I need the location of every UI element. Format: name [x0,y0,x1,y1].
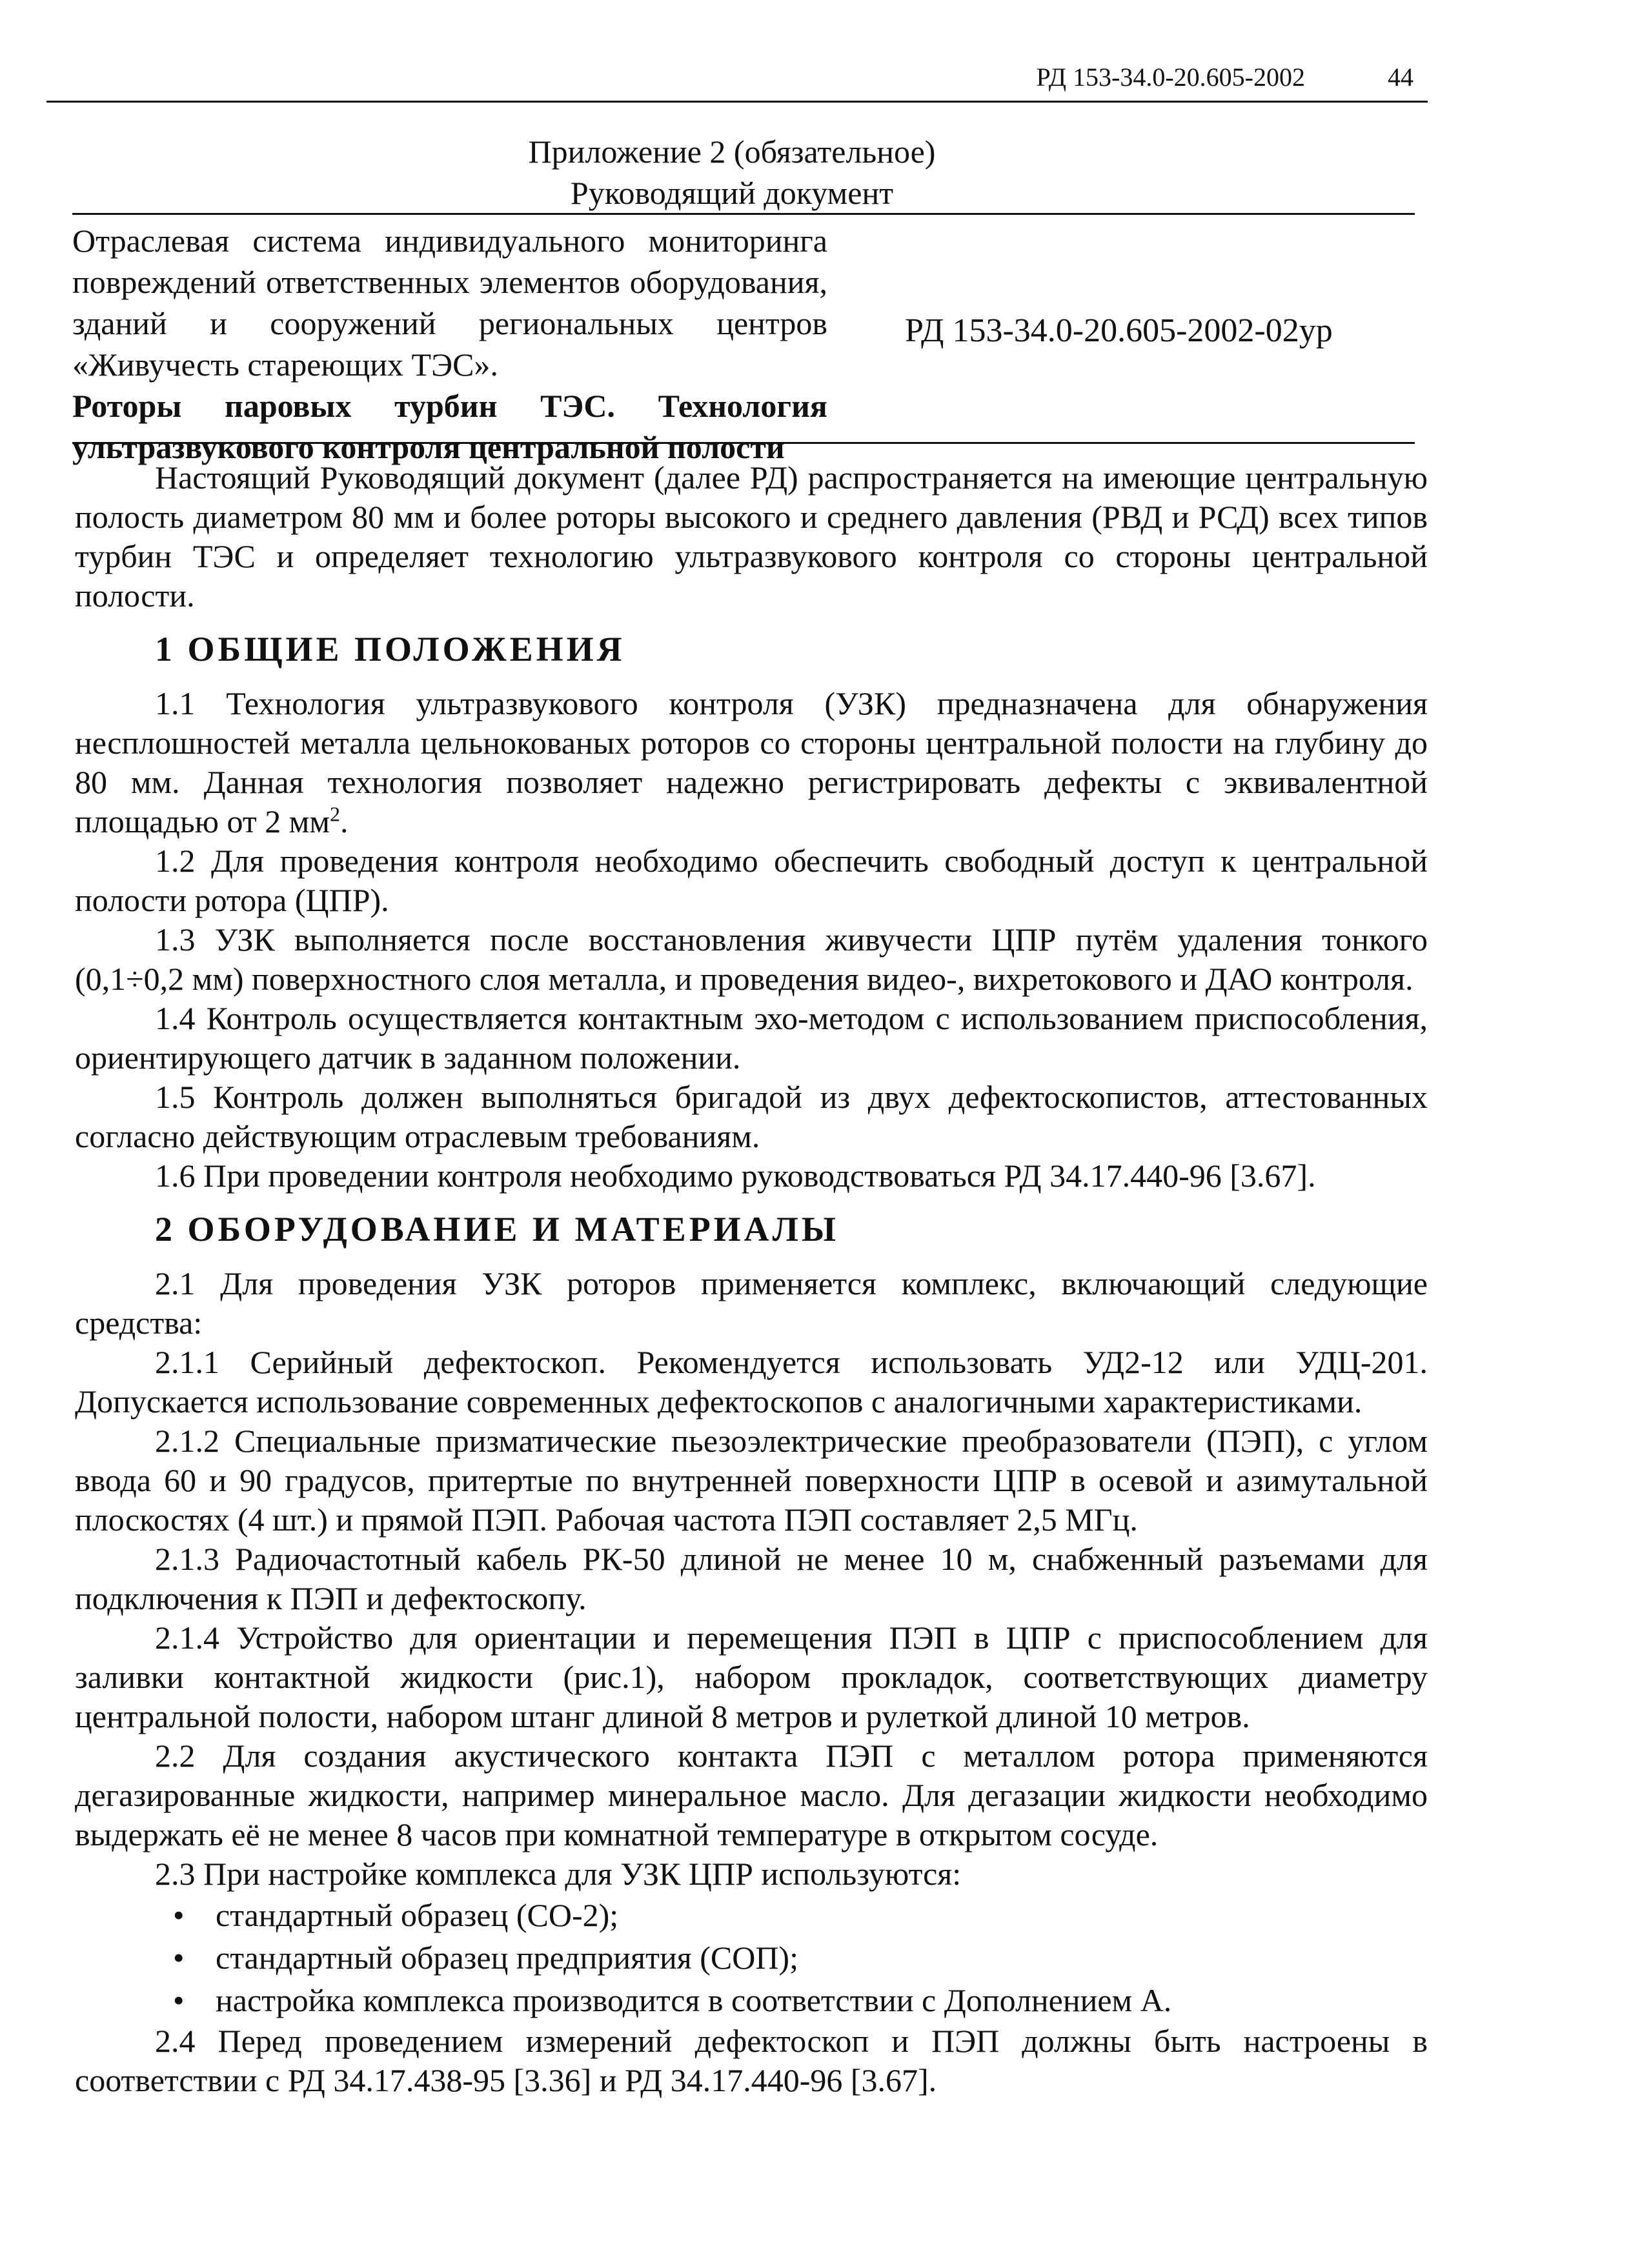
paragraph-1-4: 1.4 Контроль осуществляется контактным эхо-методом с использованием приспособления, ориентирующего датчик в заданном положении. [75,1000,1428,1076]
superscript: 2 [329,802,340,826]
bullet-icon: • [173,1897,185,1933]
section-heading-1: 1 ОБЩИЕ ПОЛОЖЕНИЯ [155,630,625,668]
document-body [75,458,1428,2100]
paragraph-1-1-end: . [339,803,349,839]
paragraph-1-6: 1.6 При проведении контроля необходимо руководствоваться РД 34.17.440-96 [3.67]. [155,1158,1316,1194]
paragraph-2-1-1: 2.1.1 Серийный дефектоскоп. Рекомендуется использовать УД2-12 или УДЦ-201. Допускается использование современных дефектоскопов с аналогичными характеристиками. [75,1344,1428,1420]
list-item-text: стандартный образец предприятия (СОП); [216,1940,798,1976]
document-type: Руководящий документ [570,175,894,211]
document-number: РД 153-34.0-20.605-2002-02ур [905,312,1333,349]
list-item [75,1936,1428,1979]
list-item [75,1979,1428,2022]
section-heading-2: 2 ОБОРУДОВАНИЕ И МАТЕРИАЛЫ [155,1210,839,1249]
bullet-icon: • [173,1982,185,2018]
bullet-list [75,1894,1428,2022]
paragraph-1-3: 1.3 УЗК выполняется после восстановления живучести ЦПР путём удаления тонкого (0,1÷0,2 мм) поверхностного слоя металла, и проведения видео-, вихретокового и ДАО контроля. [75,921,1428,997]
paragraph-1-5: 1.5 Контроль должен выполняться бригадой из двух дефектоскопистов, аттестованных согласно действующим отраслевым требованиям. [75,1079,1428,1154]
document-subject: Роторы паровых турбин ТЭС. Технология ультразвукового контроля центральной полости [72,388,827,465]
system-name: Отраслевая система индивидуального мониторинга повреждений ответственных элементов оборудования, зданий и сооружений региональных центров «Живучесть стареющих ТЭС». [72,223,827,383]
header-doc-code: РД 153-34.0-20.605-2002 [1036,63,1305,92]
paragraph-1-2: 1.2 Для проведения контроля необходимо обеспечить свободный доступ к центральной полости ротора (ЦПР). [75,843,1428,918]
page-number: 44 [1388,63,1413,92]
title-block [72,213,1415,465]
paragraph-2-4: 2.4 Перед проведением измерений дефектоскоп и ПЭП должны быть настроены в соответствии с РД 34.17.438-95 [3.36] и РД 34.17.440-96 [3.67]. [75,2023,1428,2098]
paragraph-2-1: 2.1 Для проведения УЗК роторов применяется комплекс, включающий следующие средства: [75,1265,1428,1341]
running-header [46,59,1428,103]
paragraph-1-1-text: 1.1 Технология ультразвукового контроля (УЗК) предназначена для обнаружения несплошностей металла цельнокованых роторов со стороны центральной полости на глубину до 80 мм. Данная технология позволяет надежно регистрировать дефекты с эквивалентной площадью от 2 мм [75,685,1428,839]
paragraph-2-2: 2.2 Для создания акустического контакта ПЭП с металлом ротора применяются дегазированные жидкости, например минеральное масло. Для дегазации жидкости необходимо выдержать её не менее 8 часов при комнатной температуре в открытом сосуде. [75,1738,1428,1852]
list-item-text: стандартный образец (СО-2); [216,1897,619,1933]
paragraph-2-3: 2.3 При настройке комплекса для УЗК ЦПР используются: [155,1856,962,1892]
bullet-icon: • [173,1940,185,1976]
paragraph-1-1 [75,684,1428,841]
paragraph-2-1-3: 2.1.3 Радиочастотный кабель РК-50 длиной не менее 10 м, снабженный разъемами для подключения к ПЭП и дефектоскопу. [75,1541,1428,1616]
appendix-title: Приложение 2 (обязательное) [528,134,936,170]
title-block-left [72,220,827,468]
list-item-text: настройка комплекса производится в соответствии с Дополнением А. [216,1982,1172,2018]
intro-paragraph: Настоящий Руководящий документ (далее РД) распространяется на имеющие центральную полость диаметром 80 мм и более роторы высокого и среднего давления (РВД и РСД) всех типов турбин ТЭС и определяет технологию ультразвукового контроля со стороны центральной полости. [75,459,1428,614]
paragraph-2-1-4: 2.1.4 Устройство для ориентации и перемещения ПЭП в ЦПР с приспособлением для заливки контактной жидкости (рис.1), набором прокладок, соответствующих диаметру центральной полости, набором штанг длиной 8 метров и рулеткой длиной 10 метров. [75,1620,1428,1734]
paragraph-2-1-2: 2.1.2 Специальные призматические пьезоэлектрические преобразователи (ПЭП), с углом ввода 60 и 90 градусов, притертые по внутренней поверхности ЦПР в осевой и азимутальной плоскостях (4 шт.) и прямой ПЭП. Рабочая частота ПЭП составляет 2,5 МГц. [75,1423,1428,1538]
list-item [75,1894,1428,1936]
